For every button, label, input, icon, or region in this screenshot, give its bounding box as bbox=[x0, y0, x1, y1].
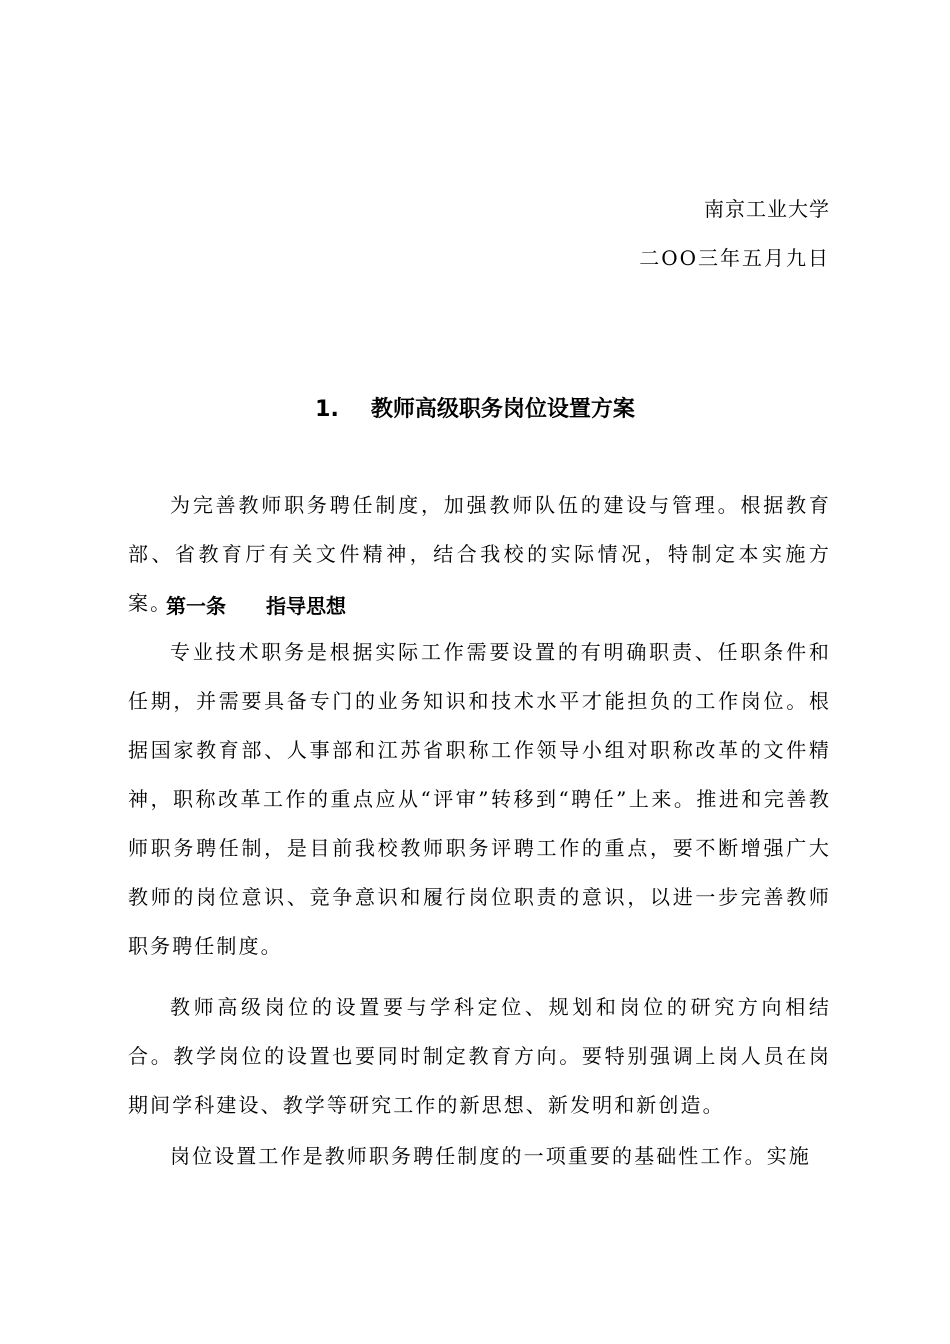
article-heading bbox=[166, 590, 346, 619]
section-heading bbox=[0, 392, 950, 423]
article-label: 第一条 bbox=[166, 594, 226, 618]
section-title: 教师高级职务岗位设置方案 bbox=[370, 397, 635, 422]
article-title: 指导思想 bbox=[266, 594, 346, 618]
body-paragraph-3: 岗位设置工作是教师职务聘任制度的一项重要的基础性工作。实施 bbox=[170, 1144, 811, 1168]
body-paragraph-2: 教师高级岗位的设置要与学科定位、规划和岗位的研究方向相结合。教学岗位的设置也要同时制定教育方向。要特别强调上岗人员在岗期间学科建设、教学等研究工作的新思想、新发明和新创造。 bbox=[128, 995, 831, 1117]
intro-paragraph: 为完善教师职务聘任制度，加强教师队伍的建设与管理。根据教育部、省教育厅有关文件精神，结合我校的实际情况，特制定本实施方案。 bbox=[128, 493, 831, 615]
section-number: 1. bbox=[315, 397, 339, 422]
body-paragraph-1: 专业技术职务是根据实际工作需要设置的有明确职责、任职条件和任期，并需要具备专门的业务知识和技术水平才能担负的工作岗位。根据国家教育部、人事部和江苏省职称工作领导小组对职称改革的文件精神，职称改革工作的重点应从“评审”转移到“聘任”上来。推进和完善教师职务聘任制，是目前我校教师职务评聘工作的重点，要不断增强广大教师的岗位意识、竞争意识和履行岗位职责的意识，以进一步完善教师职务聘任制度。 bbox=[128, 640, 831, 958]
signature-organization: 南京工业大学 bbox=[704, 197, 830, 221]
signature-date: 二OO三年五月九日 bbox=[639, 246, 830, 270]
